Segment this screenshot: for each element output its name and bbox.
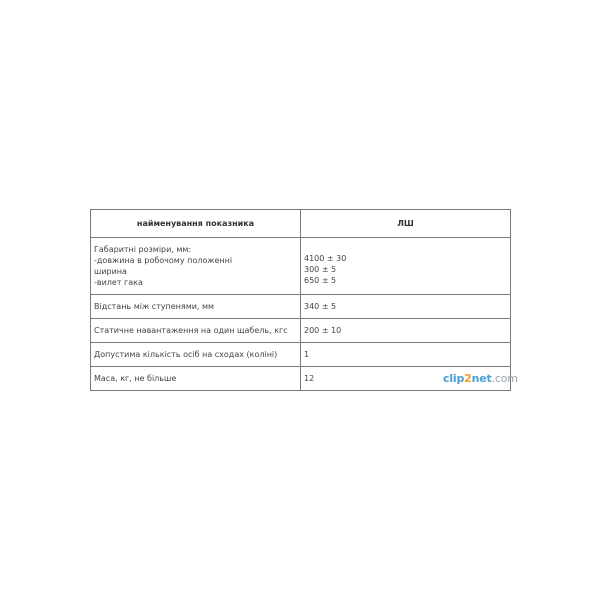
header-parameter-name: найменування показника bbox=[91, 210, 301, 238]
table-cell-value: 340 ± 5 bbox=[301, 295, 511, 319]
table-row bbox=[91, 295, 511, 319]
table-cell-value: 200 ± 10 bbox=[301, 319, 511, 343]
table-cell-label: Відстань між ступенями, мм bbox=[91, 295, 301, 319]
table-cell-value bbox=[301, 238, 511, 295]
dims-hook-label: -вилет гака bbox=[94, 278, 143, 287]
table-cell-label: Допустима кількість осіб на сходах (коліні) bbox=[91, 343, 301, 367]
dims-title: Габаритні розміри, мм: bbox=[94, 245, 192, 254]
table-row bbox=[91, 343, 511, 367]
dims-length-value: 4100 ± 30 bbox=[304, 253, 347, 263]
header-model: ЛШ bbox=[301, 210, 511, 238]
watermark-part: net bbox=[471, 372, 492, 385]
table-cell-value: 12 bbox=[301, 367, 511, 391]
table-cell-label: Маса, кг, не більше bbox=[91, 367, 301, 391]
watermark-part: clip bbox=[443, 372, 465, 385]
table-cell-label: Статичне навантаження на один щабель, кгс bbox=[91, 319, 301, 343]
table-header-row bbox=[91, 210, 511, 238]
table-row bbox=[91, 238, 511, 295]
dims-hook-value: 650 ± 5 bbox=[304, 275, 337, 285]
table-cell-label bbox=[91, 238, 301, 295]
dims-length-label: -довжина в робочому положенні bbox=[94, 256, 233, 265]
watermark-part: .com bbox=[491, 372, 518, 385]
spec-table bbox=[90, 209, 511, 391]
table-cell-value: 1 bbox=[301, 343, 511, 367]
watermark-part: 2 bbox=[464, 372, 472, 385]
dims-width-label: ширина bbox=[94, 267, 127, 276]
watermark-logo bbox=[443, 372, 518, 385]
dims-width-value: 300 ± 5 bbox=[304, 264, 337, 274]
table-row bbox=[91, 319, 511, 343]
